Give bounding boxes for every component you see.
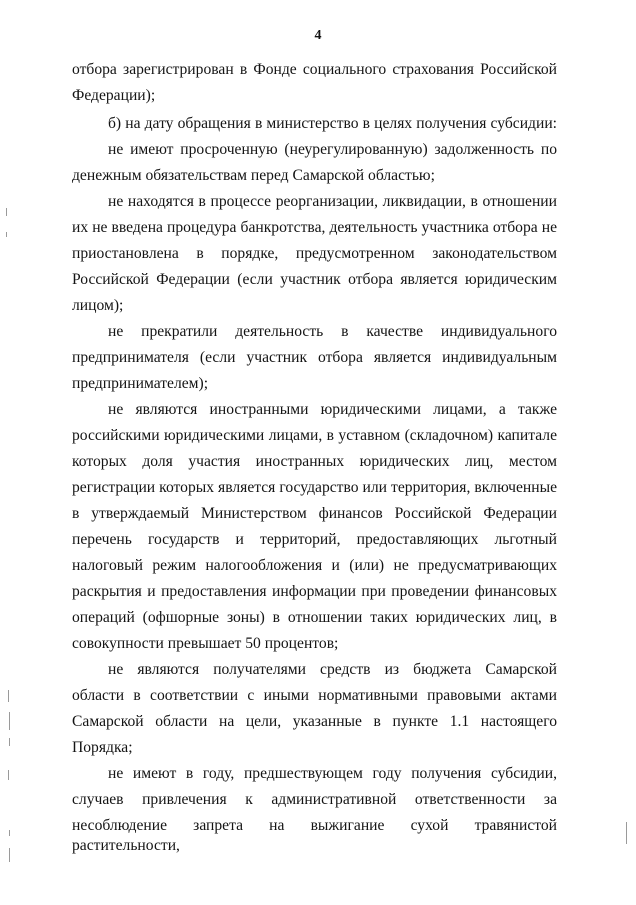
text-line: б) на дату обращения в министерство в целях получения субсидии: xyxy=(108,115,557,132)
scan-mark xyxy=(9,830,10,836)
scan-mark xyxy=(6,208,7,216)
scan-mark xyxy=(9,712,10,730)
text-line: российскими юридическими лицами, в уставном (складочном) капитале xyxy=(72,427,557,444)
text-line: их не введена процедура банкротства, деятельность участника отбора не xyxy=(72,219,557,236)
text-line: Федерации); xyxy=(72,87,156,104)
text-line: случаев привлечения к административной ответственности за xyxy=(72,791,557,808)
text-line: предпринимателя (если участник отбора является индивидуальным xyxy=(72,349,557,366)
text-line: лицом); xyxy=(72,297,124,314)
text-line: не прекратили деятельность в качестве индивидуального xyxy=(108,323,557,340)
text-line: которых доля участия иностранных юридических лиц, местом xyxy=(72,453,557,470)
scan-mark xyxy=(8,690,9,702)
text-line: не являются иностранными юридическими лицами, а также xyxy=(108,401,557,418)
text-line: Российской Федерации (если участник отбора является юридическим xyxy=(72,271,557,288)
scan-mark xyxy=(626,822,627,844)
text-line: в утверждаемый Министерством финансов Российской Федерации xyxy=(72,505,557,522)
text-line: перечень государств и территорий, предоставляющих льготный xyxy=(72,531,557,548)
text-line: несоблюдение запрета на выжигание сухой травянистой растительности, xyxy=(72,817,557,854)
text-line: области в соответствии с иными нормативными правовыми актами xyxy=(72,687,557,704)
scan-mark xyxy=(9,848,10,862)
text-line: раскрытия и предоставления информации при проведении финансовых xyxy=(72,583,557,600)
text-line: не находятся в процессе реорганизации, ликвидации, в отношении xyxy=(108,193,557,210)
text-line: регистрации которых является государство или территория, включенные xyxy=(72,479,557,496)
text-line: не являются получателями средств из бюджета Самарской xyxy=(108,661,557,678)
page-number: 4 xyxy=(314,28,322,43)
scan-mark xyxy=(9,738,10,746)
text-line: налоговый режим налогообложения и (или) не предусматривающих xyxy=(72,557,557,574)
text-line: совокупности превышает 50 процентов; xyxy=(72,635,339,652)
text-line: Самарской области на цели, указанные в пункте 1.1 настоящего xyxy=(72,713,557,730)
text-line: операций (офшорные зоны) в отношении таких юридических лиц, в xyxy=(72,609,557,626)
text-line: предпринимателем); xyxy=(72,375,209,392)
text-line: не имеют просроченную (неурегулированную) задолженность по xyxy=(108,141,557,158)
scan-mark xyxy=(6,232,7,237)
text-line: денежным обязательствам перед Самарской областью; xyxy=(72,167,435,184)
text-line: отбора зарегистрирован в Фонде социального страхования Российской xyxy=(72,61,557,78)
text-line: не имеют в году, предшествующем году получения субсидии, xyxy=(108,765,557,782)
text-line: Порядка; xyxy=(72,739,133,756)
scan-mark xyxy=(8,770,9,780)
text-line: приостановлена в порядке, предусмотренном законодательством xyxy=(72,245,557,262)
